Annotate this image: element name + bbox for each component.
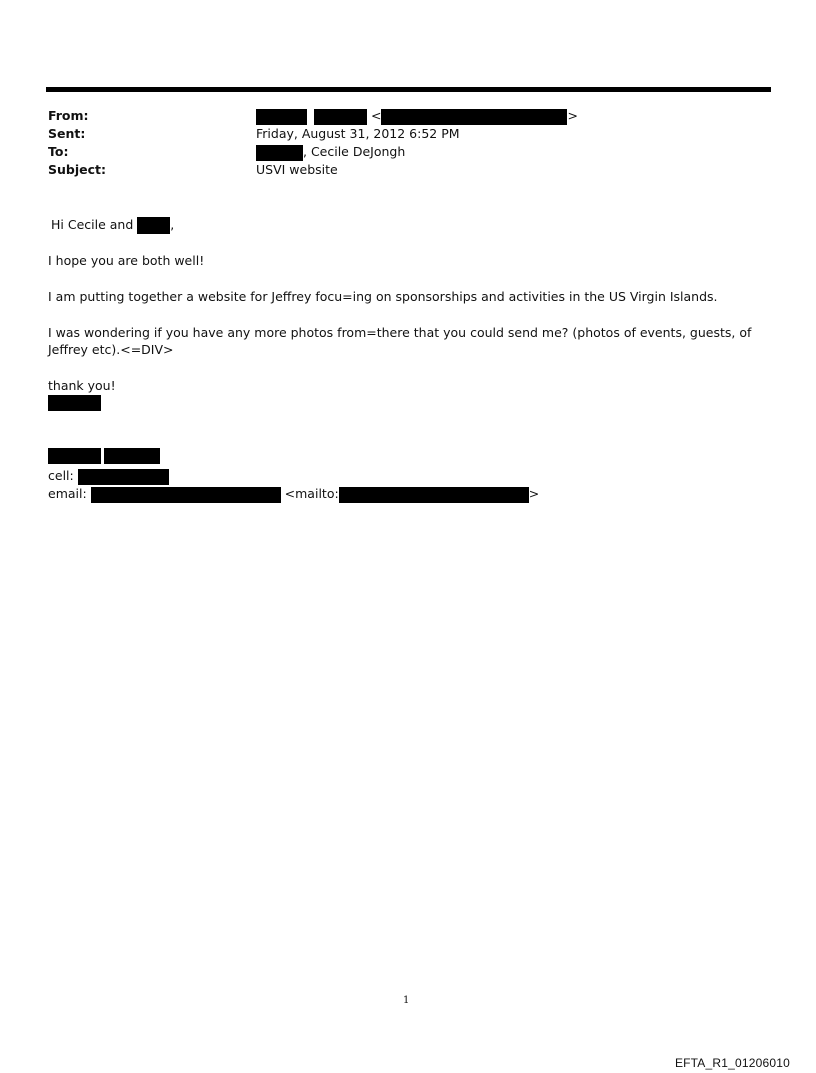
from-value (256, 107, 578, 125)
to-label: To: (48, 144, 69, 159)
redaction-box (48, 395, 101, 411)
email-label: email: (48, 486, 87, 501)
redaction-box (78, 469, 169, 485)
subject-value: USVI website (256, 162, 338, 177)
redaction-box (314, 109, 367, 125)
closing-line: thank you! (48, 378, 116, 393)
header-rule (46, 87, 771, 92)
to-value (256, 143, 405, 161)
redaction-box (256, 145, 303, 161)
redaction-box (256, 109, 307, 125)
body-line-2: I am putting together a website for Jeffrey focu=ing on sponsorships and activities in the US Virgin Islands. (48, 289, 718, 304)
to-recipients: , Cecile DeJongh (303, 144, 406, 159)
body-line-1: I hope you are both well! (48, 253, 205, 268)
subject-label: Subject: (48, 162, 106, 177)
email-line (48, 485, 539, 503)
mailto-open: <mailto: (284, 486, 339, 501)
page-number: 1 (403, 995, 410, 1006)
redaction-box (137, 217, 170, 234)
cell-line (48, 467, 169, 485)
document-id: EFTA_R1_01206010 (674, 1056, 790, 1070)
body-line-3: I was wondering if you have any more photos from=there that you could send me? (photos of events, guests, of Jeffrey etc).<=DIV> (48, 325, 752, 357)
redaction-box (104, 448, 160, 464)
greeting-start: Hi Cecile and (51, 217, 134, 232)
sent-label: Sent: (48, 126, 86, 141)
greeting-end: , (170, 217, 175, 232)
from-close-bracket: > (567, 108, 578, 123)
redaction-box (91, 487, 281, 503)
mailto-close: > (528, 486, 540, 501)
sent-value: Friday, August 31, 2012 6:52 PM (256, 126, 460, 141)
from-label: From: (48, 108, 89, 123)
greeting-line (51, 216, 174, 234)
redaction-box (339, 487, 529, 503)
cell-label: cell: (48, 468, 74, 483)
redaction-box (381, 109, 567, 125)
from-open-bracket: < (370, 108, 382, 123)
redaction-box (48, 448, 101, 464)
